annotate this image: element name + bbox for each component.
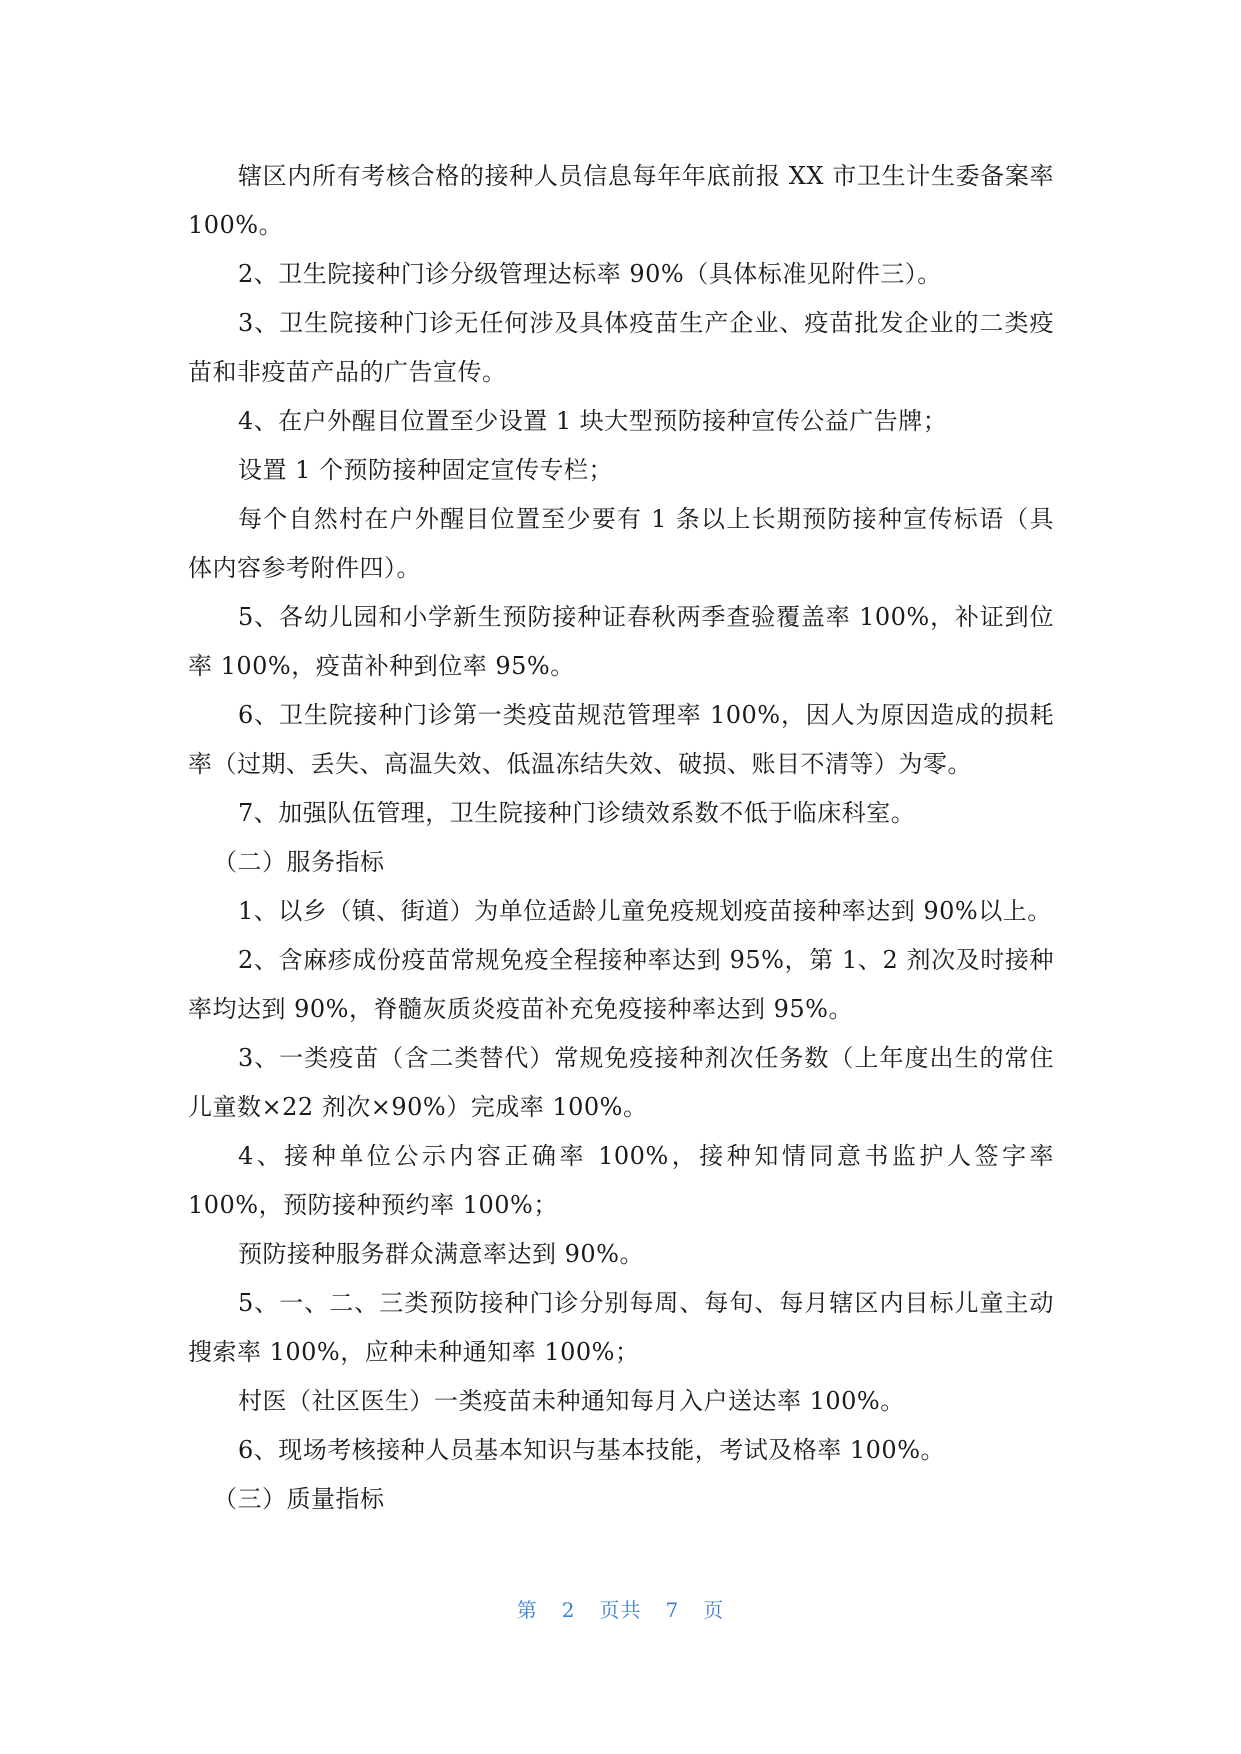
- paragraph: 辖区内所有考核合格的接种人员信息每年年底前报 XX 市卫生计生委备案率 100%。: [188, 162, 1054, 239]
- paragraph: 4、在户外醒目位置至少设置 1 块大型预防接种宣传公益广告牌；: [238, 407, 948, 435]
- paragraph: 5、各幼儿园和小学新生预防接种证春秋两季查验覆盖率 100%，补证到位率 100%，疫苗补种到位率 95%。: [188, 603, 1054, 680]
- page-footer: [0, 1594, 1241, 1623]
- paragraph: 6、现场考核接种人员基本知识与基本技能，考试及格率 100%。: [238, 1436, 946, 1464]
- paragraph: 1、以乡（镇、街道）为单位适龄儿童免疫规划疫苗接种率达到 90%以上。: [238, 897, 1052, 925]
- section-heading: （三）质量指标: [213, 1485, 385, 1513]
- paragraph: 2、卫生院接种门诊分级管理达标率 90%（具体标准见附件三）。: [238, 260, 942, 288]
- paragraph: 3、卫生院接种门诊无任何涉及具体疫苗生产企业、疫苗批发企业的二类疫苗和非疫苗产品的广告宣传。: [188, 309, 1054, 386]
- paragraph: 每个自然村在户外醒目位置至少要有 1 条以上长期预防接种宣传标语（具体内容参考附件四）。: [188, 505, 1054, 582]
- footer-middle: 页共: [599, 1598, 642, 1622]
- footer-prefix: 第: [516, 1598, 538, 1622]
- footer-total-pages: 7: [665, 1598, 680, 1622]
- paragraph: 4、接种单位公示内容正确率 100%，接种知情同意书监护人签字率 100%，预防接种预约率 100%；: [188, 1142, 1054, 1219]
- paragraph: 设置 1 个预防接种固定宣传专栏；: [238, 456, 614, 484]
- paragraph: 预防接种服务群众满意率达到 90%。: [238, 1240, 644, 1268]
- paragraph: 5、一、二、三类预防接种门诊分别每周、每旬、每月辖区内目标儿童主动搜索率 100%，应种未种通知率 100%；: [188, 1289, 1054, 1366]
- paragraph: 7、加强队伍管理，卫生院接种门诊绩效系数不低于临床科室。: [238, 799, 916, 827]
- section-heading: （二）服务指标: [213, 848, 385, 876]
- document-body: [188, 152, 1054, 1524]
- footer-current-page: 2: [561, 1598, 576, 1622]
- paragraph: 3、一类疫苗（含二类替代）常规免疫接种剂次任务数（上年度出生的常住儿童数×22 剂次×90%）完成率 100%。: [188, 1044, 1054, 1121]
- paragraph: 村医（社区医生）一类疫苗未种通知每月入户送达率 100%。: [238, 1387, 905, 1415]
- paragraph: 6、卫生院接种门诊第一类疫苗规范管理率 100%，因人为原因造成的损耗率（过期、丢失、高温失效、低温冻结失效、破损、账目不清等）为零。: [188, 701, 1054, 778]
- paragraph: 2、含麻疹成份疫苗常规免疫全程接种率达到 95%，第 1、2 剂次及时接种率均达到 90%，脊髓灰质炎疫苗补充免疫接种率达到 95%。: [188, 946, 1054, 1023]
- footer-suffix: 页: [703, 1598, 725, 1622]
